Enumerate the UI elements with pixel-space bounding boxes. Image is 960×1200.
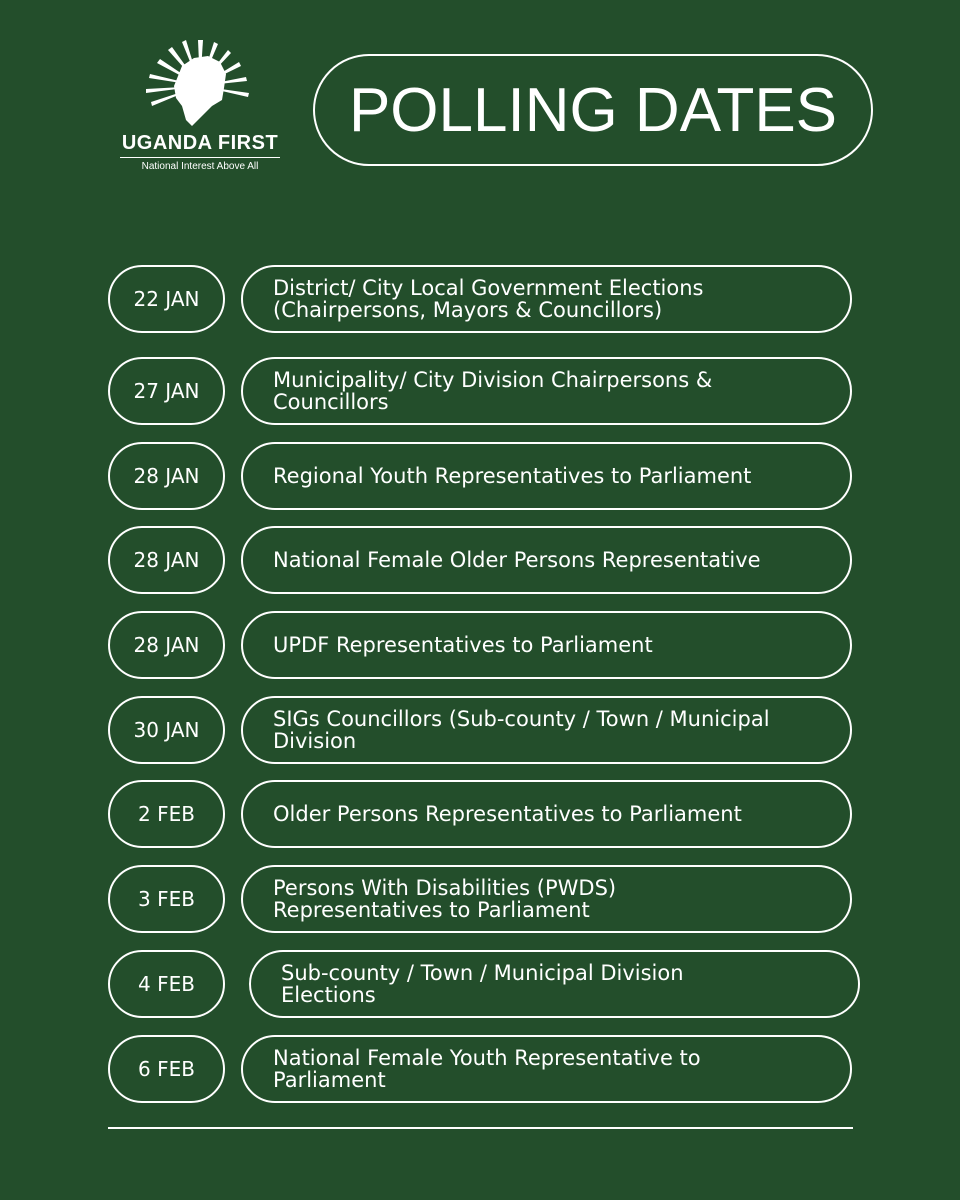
election-item-line1: National Female Older Persons Representative (273, 548, 761, 572)
election-item-line2: Representatives to Parliament (273, 898, 590, 922)
date-badge: 28 JAN (108, 526, 225, 594)
election-item (241, 526, 852, 594)
uganda-first-logo (112, 40, 288, 180)
date-badge: 27 JAN (108, 357, 225, 425)
election-item-line1: Sub-county / Town / Municipal Division (281, 961, 684, 985)
election-item-line2: Parliament (273, 1068, 386, 1092)
election-item (241, 265, 852, 333)
date-badge: 6 FEB (108, 1035, 225, 1103)
election-item-line2: (Chairpersons, Mayors & Councillors) (273, 298, 663, 322)
brand-tagline: National Interest Above All (141, 161, 259, 172)
election-item (249, 950, 860, 1018)
election-item-line1: Regional Youth Representatives to Parliament (273, 464, 752, 488)
date-badge: 3 FEB (108, 865, 225, 933)
bottom-divider (108, 1127, 853, 1129)
election-item-line1: National Female Youth Representative to (273, 1046, 701, 1070)
date-badge: 22 JAN (108, 265, 225, 333)
election-item-line1: SIGs Councillors (Sub-county / Town / Municipal (273, 707, 770, 731)
election-item (241, 442, 852, 510)
date-badge: 30 JAN (108, 696, 225, 764)
election-item (241, 696, 852, 764)
title-banner (313, 54, 873, 166)
election-item (241, 357, 852, 425)
election-item-line1: District/ City Local Government Elections (273, 276, 704, 300)
election-item (241, 611, 852, 679)
date-badge: 4 FEB (108, 950, 225, 1018)
election-item (241, 865, 852, 933)
date-badge: 28 JAN (108, 611, 225, 679)
election-item (241, 780, 852, 848)
brand-name: UGANDA FIRST (121, 132, 279, 154)
election-item (241, 1035, 852, 1103)
date-badge: 2 FEB (108, 780, 225, 848)
election-item-line1: Older Persons Representatives to Parliament (273, 802, 742, 826)
brand-divider (120, 157, 280, 158)
election-item-line2: Councillors (273, 390, 389, 414)
sunburst-uganda-map-icon (142, 40, 258, 132)
election-item-line1: Municipality/ City Division Chairpersons & (273, 368, 713, 392)
page-title: POLLING DATES (348, 75, 838, 145)
election-item-line2: Elections (281, 983, 376, 1007)
date-badge: 28 JAN (108, 442, 225, 510)
election-item-line1: Persons With Disabilities (PWDS) (273, 876, 617, 900)
election-item-line1: UPDF Representatives to Parliament (273, 633, 653, 657)
election-item-line2: Division (273, 729, 357, 753)
